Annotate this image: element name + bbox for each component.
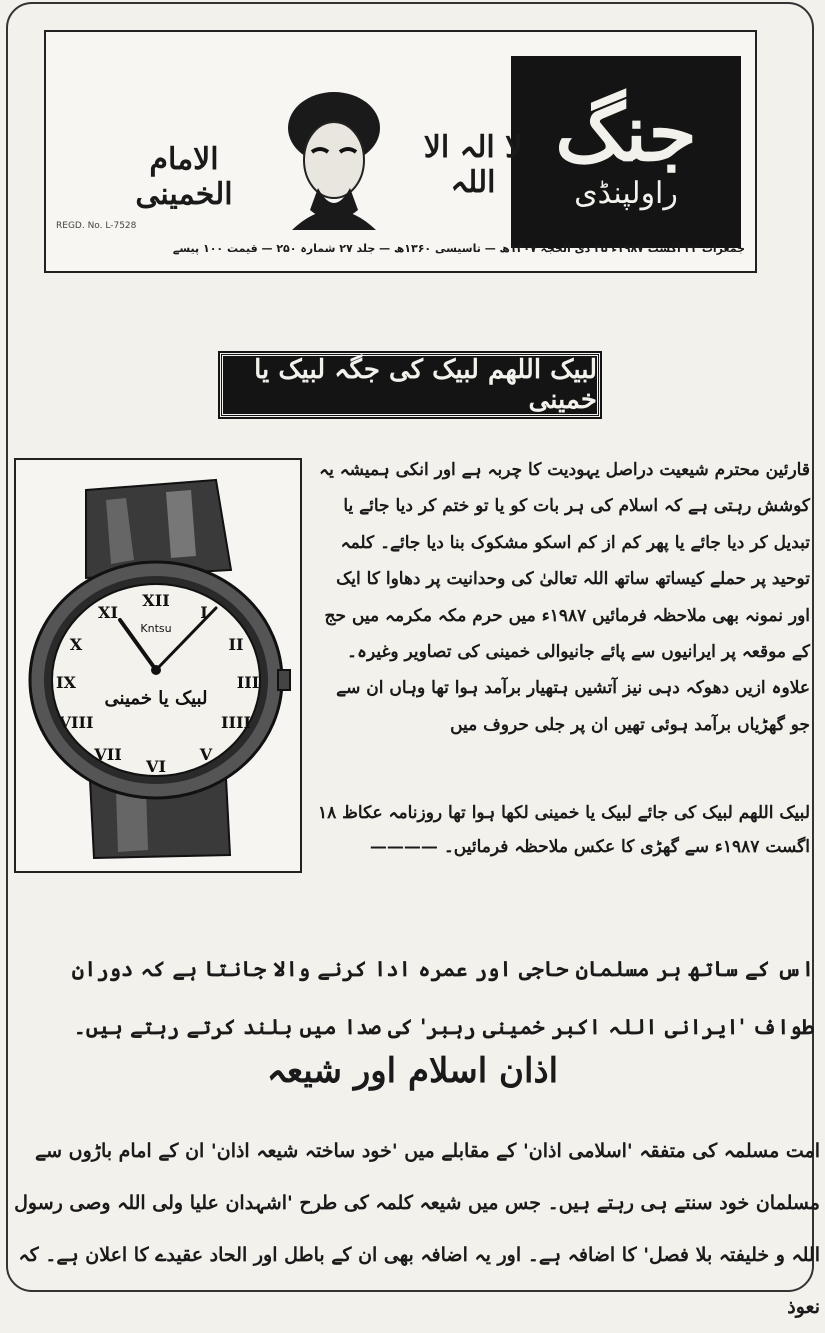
masthead-dateline: جمعرات ۲۲ اگست ۱۹۸۷ء ۲۵ ذی الحجہ ۱۴۰۷ھ — تاسیسی ۱۳۶۰ھ — جلد ۲۷ شمارہ ۲۵۰ — قیمت ۱۰۰ پیسے — [172, 242, 745, 255]
watch-numeral-9: IX — [56, 673, 76, 692]
watch-numeral-2: II — [228, 635, 244, 654]
watch-caption-text: لبیک اللھم لبیک کی جائے لبیک یا خمینی لکھا ہوا تھا روزنامہ عکاظ ۱۸ اگست ۱۹۸۷ء سے گھڑی کا عکس ملاحظہ فرمائیں۔ — [317, 803, 810, 857]
watch-illustration — [16, 460, 300, 871]
caption-dashes: ———— — [369, 837, 438, 857]
watch-numeral-7: VII — [94, 745, 122, 764]
watch-numeral-5: V — [199, 745, 213, 764]
watch-numeral-10: X — [69, 635, 83, 654]
portrait-image — [278, 90, 390, 230]
watch-numeral-12: XII — [142, 591, 170, 610]
tawaf-paragraph: اس کے ساتھ ہر مسلمان حاجی اور عمرہ ادا کرنے والا جانتا ہے کہ دوران طواف 'ایرانی اللہ اکبر خمینی رہبر' کی صدا میں بلند کرتے رہتے ہیں۔ — [71, 956, 814, 1039]
headline-banner: لبیک اللھم لبیک کی جگہ لبیک یا خمینی — [220, 353, 600, 417]
newspaper-logo — [511, 56, 741, 248]
watch-numeral-4: IIII — [221, 713, 251, 732]
watch-numeral-3: III — [236, 673, 260, 692]
registration-text: REGD. No. L-7528 — [56, 221, 137, 231]
azan-paragraph: امت مسلمہ کی متفقہ 'اسلامی اذان' کے مقابلے میں 'خود ساختہ شیعہ اذان' ان کے امام باڑوں سے مسلمان خود سنتے ہی رہتے ہیں۔ جس میں شیعہ کلمہ کی طرح 'اشہدان علیا ولی اللہ وصی رسول اللہ و خلیفتہ بلا فصل' کا اضافہ ہے۔ اور یہ اضافہ بھی ان کے باطل اور الحاد عقیدے کا اعلان ہے۔ کہ نعوذ — [14, 1140, 820, 1318]
intro-paragraph: قارئین محترم شیعیت دراصل یہودیت کا چربہ ہے اور انکی ہمیشہ یہ کوشش رہتی ہے کہ اسلام کی ہر بات کو یا تو ختم کر دیا جائے یا تبدیل کر دیا جائے یا پھر کم از کم اسکو مشکوک بنا دیا جائے۔ کلمہ توحید پر حملے کیساتھ ساتھ اللہ تعالیٰ کی وحدانیت پر دھاوا کا ایک اور نمونہ بھی ملاحظہ فرمائیں ۱۹۸۷ء میں حرم مکہ مکرمہ میں حج کے موقعہ پر ایرانیوں سے پائے جانیوالی خمینی کی تصاویر وغیرہ۔ علاوہ ازیں دھوکہ دہی نیز آتشیں ہتھیار برآمد ہوا تھا وہاں ان سے جو گھڑیاں برآمد ہوئی تھیں ان پر جلی حروف میں — [319, 460, 810, 735]
watch-numeral-11: XI — [98, 603, 118, 622]
watch-numeral-1: I — [200, 603, 208, 622]
imam-label-text: الامام الخمینی — [135, 142, 233, 212]
watch-caption — [318, 796, 810, 864]
logo-main-text: جنگ — [555, 87, 697, 179]
watch-dial-inscription: لبیک یا خمینی — [104, 688, 208, 709]
logo-city-text: راولپنڈی — [574, 175, 678, 211]
watch-numeral-6: VI — [146, 757, 166, 776]
newspaper-masthead — [44, 30, 757, 273]
watch-illustration-frame — [14, 458, 302, 873]
kalima-text: لا الہ الا اللہ — [423, 130, 523, 200]
watch-numeral-8: VIII — [58, 713, 94, 732]
watch-brand: Kntsu — [140, 622, 172, 635]
section-heading-azan: اذان اسلام اور شیعہ — [266, 1051, 559, 1091]
